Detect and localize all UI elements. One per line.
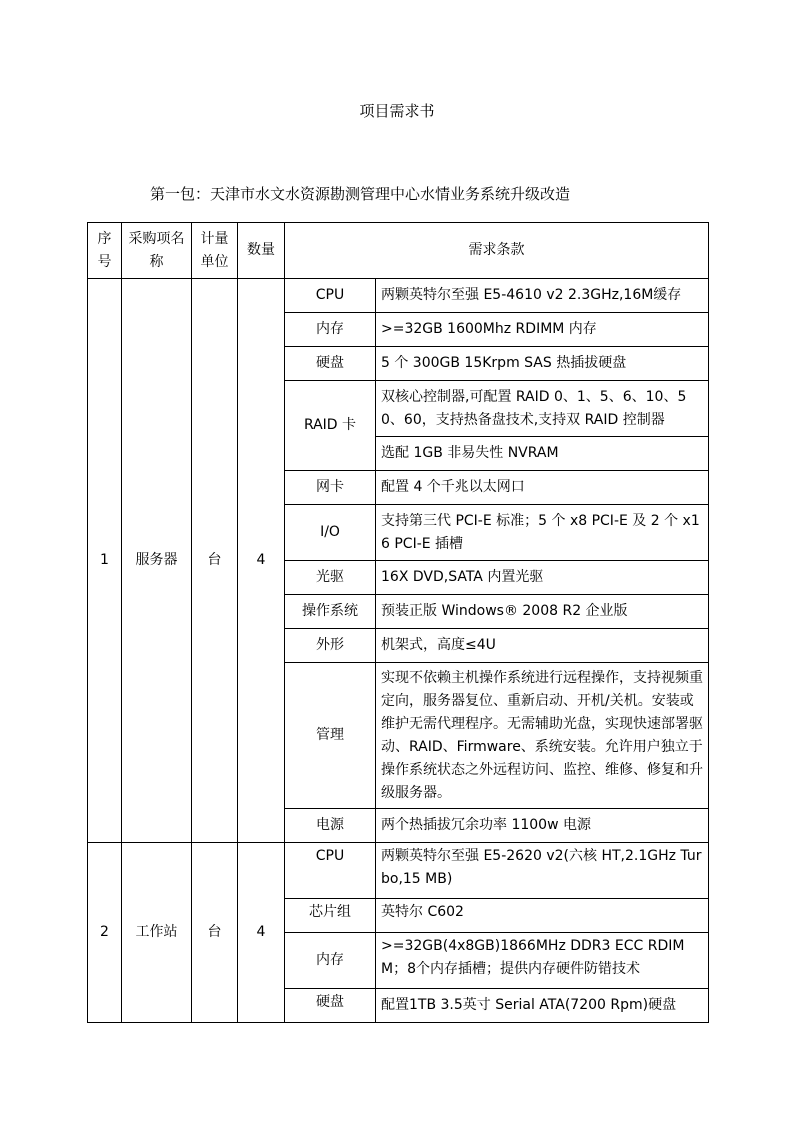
spec-label: 内存 — [285, 313, 376, 347]
spec-label: 管理 — [285, 663, 376, 809]
spec-value: 双核心控制器,可配置 RAID 0、1、5、6、10、50、60，支持热备盘技术,支持双 RAID 控制器 — [376, 381, 709, 437]
spec-value: 预装正版 Windows® 2008 R2 企业版 — [376, 595, 709, 629]
table-header-row — [88, 223, 709, 279]
spec-label: CPU — [285, 843, 376, 899]
spec-label: 内存 — [285, 933, 376, 989]
item-seq: 1 — [88, 279, 122, 843]
spec-label: 网卡 — [285, 471, 376, 505]
item-name: 服务器 — [122, 279, 192, 843]
header-seq: 序号 — [88, 223, 122, 279]
document-title: 项目需求书 — [359, 102, 435, 120]
spec-value: 配置 4 个千兆以太网口 — [376, 471, 709, 505]
spec-value: 两颗英特尔至强 E5-2620 v2(六核 HT,2.1GHz Turbo,15 MB) — [376, 843, 709, 899]
header-item-name: 采购项名称 — [122, 223, 192, 279]
header-requirements: 需求条款 — [285, 223, 709, 279]
package-title: 第一包：天津市水文水资源勘测管理中心水情业务系统升级改造 — [150, 185, 571, 203]
item-name: 工作站 — [122, 843, 192, 1023]
spec-value: 支持第三代 PCI-E 标准；5 个 x8 PCI-E 及 2 个 x16 PCI-E 插槽 — [376, 505, 709, 561]
spec-value: 机架式，高度≤4U — [376, 629, 709, 663]
spec-value: 配置1TB 3.5英寸 Serial ATA(7200 Rpm)硬盘 — [376, 989, 709, 1023]
spec-value: 16X DVD,SATA 内置光驱 — [376, 561, 709, 595]
spec-label: 光驱 — [285, 561, 376, 595]
item-unit: 台 — [192, 843, 238, 1023]
table-row — [88, 843, 709, 899]
item-quantity: 4 — [238, 279, 285, 843]
spec-label: I/O — [285, 505, 376, 561]
spec-value: 英特尔 C602 — [376, 899, 709, 933]
header-quantity: 数量 — [238, 223, 285, 279]
header-unit: 计量单位 — [192, 223, 238, 279]
spec-value: 选配 1GB 非易失性 NVRAM — [376, 437, 709, 471]
table-row — [88, 279, 709, 313]
item-seq: 2 — [88, 843, 122, 1023]
spec-value: >=32GB(4x8GB)1866MHz DDR3 ECC RDIMM；8个内存插槽；提供内存硬件防错技术 — [376, 933, 709, 989]
spec-value: 实现不依赖主机操作系统进行远程操作，支持视频重定向，服务器复位、重新启动、开机/关机。安装或维护无需代理程序。无需辅助光盘，实现快速部署驱动、RAID、Firmware、系统安装。允许用户独立于操作系统状态之外远程访问、监控、维修、修复和升级服务器。 — [376, 663, 709, 809]
spec-label: RAID 卡 — [285, 381, 376, 471]
spec-label: 硬盘 — [285, 347, 376, 381]
spec-label: 外形 — [285, 629, 376, 663]
spec-value: 两个热插拔冗余功率 1100w 电源 — [376, 809, 709, 843]
spec-label: 芯片组 — [285, 899, 376, 933]
item-quantity: 4 — [238, 843, 285, 1023]
spec-value: 两颗英特尔至强 E5-4610 v2 2.3GHz,16M缓存 — [376, 279, 709, 313]
spec-value: >=32GB 1600Mhz RDIMM 内存 — [376, 313, 709, 347]
spec-label: 电源 — [285, 809, 376, 843]
spec-label: 硬盘 — [285, 989, 376, 1023]
requirements-table — [87, 222, 709, 1023]
spec-label: CPU — [285, 279, 376, 313]
spec-label: 操作系统 — [285, 595, 376, 629]
spec-value: 5 个 300GB 15Krpm SAS 热插拔硬盘 — [376, 347, 709, 381]
item-unit: 台 — [192, 279, 238, 843]
